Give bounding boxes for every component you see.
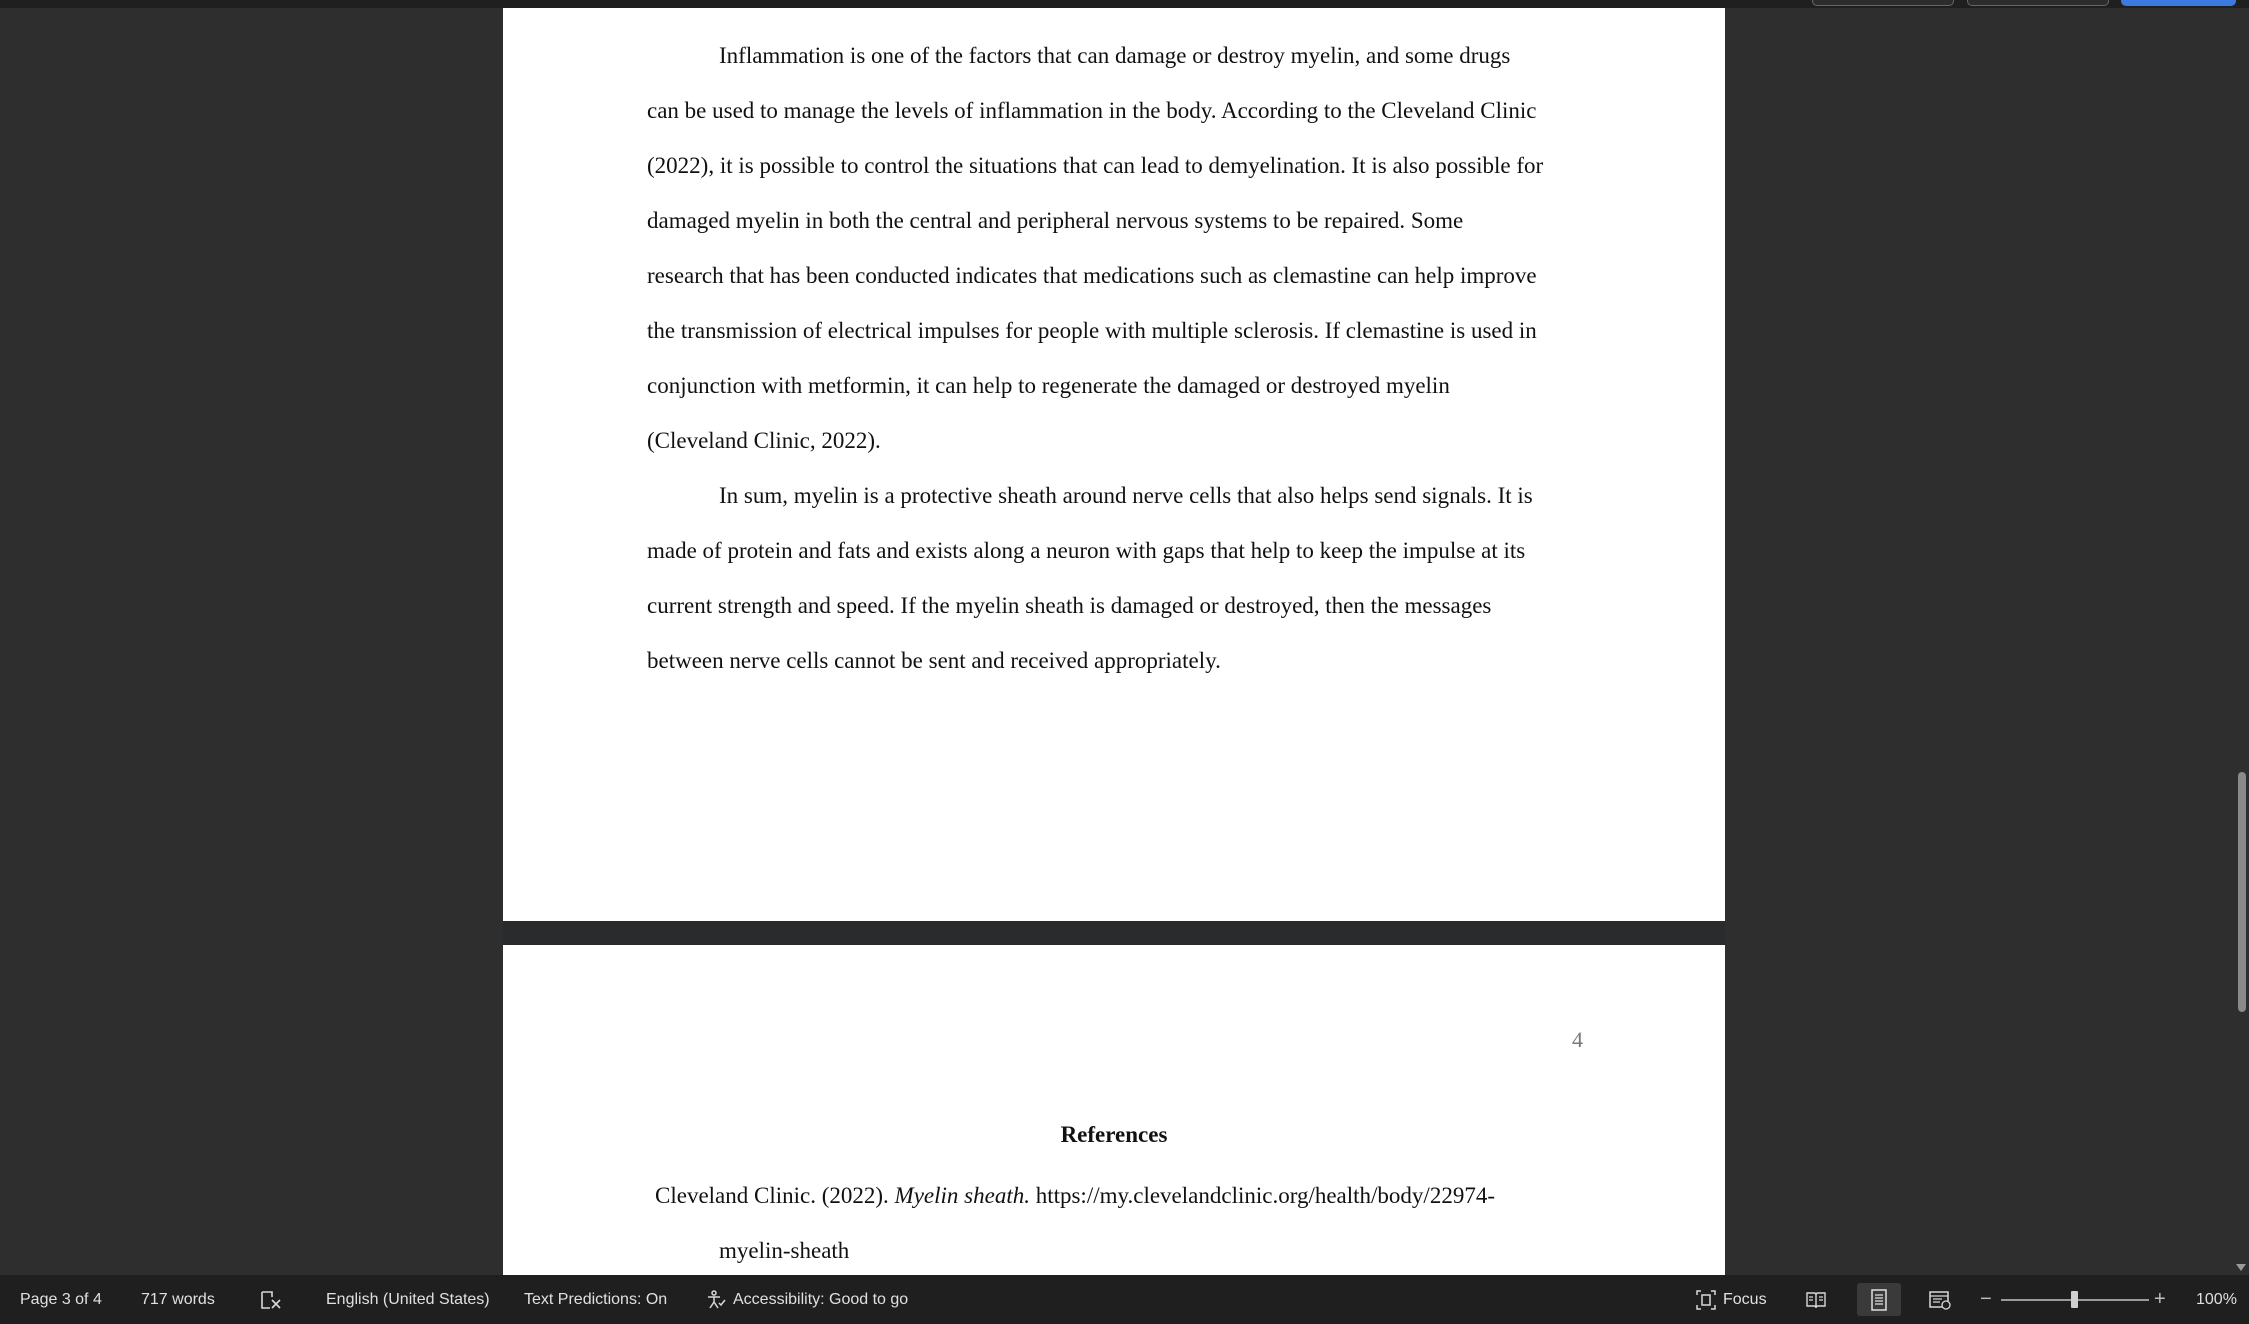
- focus-icon: [1695, 1289, 1717, 1311]
- paragraph-line: Inflammation is one of the factors that can damage or destroy myelin, and some drugs: [719, 43, 1511, 68]
- scroll-down-arrow-icon[interactable]: [2236, 1264, 2246, 1271]
- accessibility-button[interactable]: [705, 1275, 908, 1324]
- page-break-gap: [503, 921, 1725, 945]
- page-number: 4: [1572, 1027, 1583, 1052]
- print-layout-button[interactable]: [1857, 1283, 1901, 1316]
- scrollbar-thumb[interactable]: [2238, 772, 2246, 1012]
- paragraph-line: can be used to manage the levels of inflammation in the body. According to the Cleveland Clinic: [647, 98, 1537, 123]
- reference-title: Myelin sheath.: [894, 1183, 1030, 1208]
- paragraph-line: between nerve cells cannot be sent and received appropriately.: [647, 648, 1221, 673]
- web-layout-icon: [1928, 1289, 1952, 1311]
- paragraph-line: In sum, myelin is a protective sheath around nerve cells that also helps send signals. It is: [719, 483, 1533, 508]
- status-bar: [0, 1275, 2249, 1324]
- vertical-scrollbar[interactable]: [2234, 8, 2249, 1275]
- read-mode-button[interactable]: [1794, 1283, 1838, 1316]
- references-heading: References: [1060, 1122, 1168, 1147]
- paragraph-line: damaged myelin in both the central and peripheral nervous systems to be repaired. Some: [647, 208, 1464, 233]
- page-4[interactable]: [503, 945, 1725, 1275]
- text-predictions-button[interactable]: Text Predictions: On: [524, 1291, 668, 1308]
- print-layout-icon: [1870, 1289, 1888, 1311]
- language-button[interactable]: English (United States): [326, 1291, 490, 1308]
- reference-url-continued: myelin-sheath: [719, 1238, 850, 1263]
- ribbon-button-primary[interactable]: [2121, 0, 2236, 6]
- reference-url: https://my.clevelandclinic.org/health/body/22974-: [1035, 1183, 1495, 1208]
- zoom-slider-thumb[interactable]: [2071, 1291, 2078, 1308]
- paragraph-line: (Cleveland Clinic, 2022).: [647, 428, 881, 453]
- ribbon-button-2[interactable]: [1967, 0, 2109, 6]
- focus-label: Focus: [1723, 1291, 1767, 1308]
- read-mode-icon: [1805, 1290, 1827, 1310]
- reference-entry: [655, 1168, 1495, 1275]
- body-text: [647, 28, 1587, 688]
- zoom-out-button[interactable]: −: [1980, 1288, 1992, 1310]
- paragraph-line: made of protein and fats and exists along a neuron with gaps that help to keep the impulse at its: [647, 538, 1526, 563]
- ribbon-button-1[interactable]: [1812, 0, 1954, 6]
- proofing-icon: [259, 1289, 283, 1311]
- paragraph-line: the transmission of electrical impulses for people with multiple sclerosis. If clemastine is used in: [647, 318, 1537, 343]
- paragraph-line: conjunction with metformin, it can help to regenerate the damaged or destroyed myelin: [647, 373, 1450, 398]
- paragraph-line: current strength and speed. If the myelin sheath is damaged or destroyed, then the messages: [647, 593, 1492, 618]
- paragraph-line: (2022), it is possible to control the situations that can lead to demyelination. It is also possible for: [647, 153, 1544, 178]
- accessibility-icon: [705, 1289, 727, 1311]
- accessibility-label: Accessibility: Good to go: [733, 1291, 909, 1308]
- word-count[interactable]: 717 words: [141, 1291, 215, 1308]
- page-indicator[interactable]: Page 3 of 4: [20, 1291, 102, 1308]
- zoom-in-button[interactable]: +: [2154, 1288, 2166, 1310]
- proofing-button[interactable]: [259, 1275, 289, 1324]
- zoom-level[interactable]: 100%: [2196, 1291, 2237, 1308]
- reference-author-date: Cleveland Clinic. (2022).: [655, 1183, 889, 1208]
- focus-button[interactable]: [1695, 1275, 1767, 1324]
- document-canvas[interactable]: [0, 8, 2234, 1275]
- web-layout-button[interactable]: [1918, 1283, 1962, 1316]
- page-3[interactable]: [503, 8, 1725, 921]
- paragraph-line: research that has been conducted indicates that medications such as clemastine can help improve: [647, 263, 1537, 288]
